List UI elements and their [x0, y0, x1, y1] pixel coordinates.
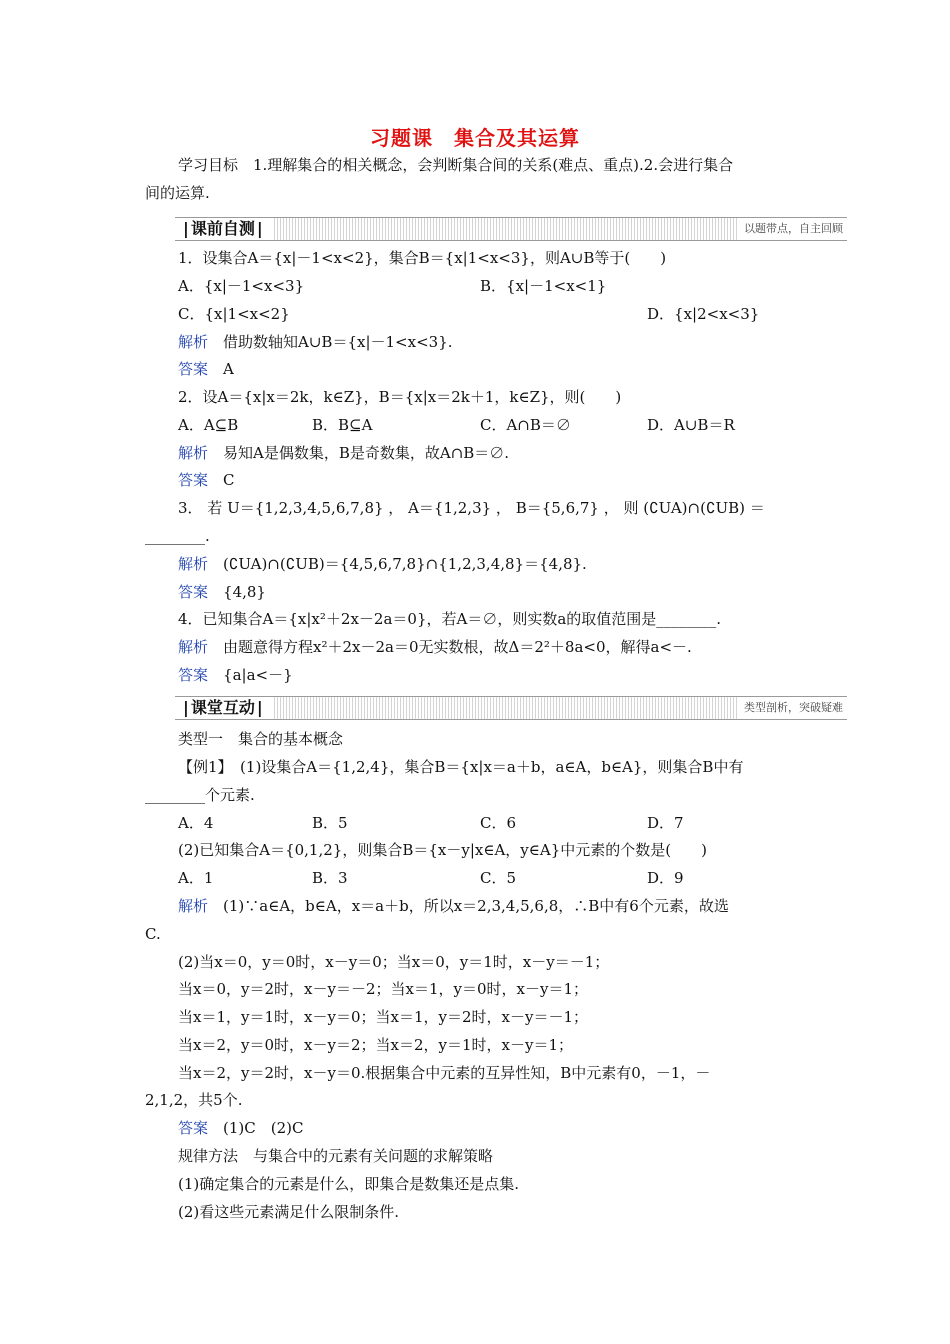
solution-label: 解析 — [178, 638, 209, 656]
q1-option-a: A．{x|－1<x<3} — [178, 277, 305, 295]
ex1-solution-line-4: 当x＝1，y＝1时，x－y＝0；当x＝1，y＝2时，x－y＝－1； — [178, 1008, 588, 1026]
q2-option-b: B．B⊆A — [312, 416, 373, 434]
answer-label: 答案 — [178, 583, 209, 601]
ex1-p2-option-a: A．1 — [178, 869, 214, 887]
ex1-answer — [178, 1118, 303, 1138]
question-1: 1．设集合A＝{x|－1<x<2}，集合B＝{x|1<x<3}，则A∪B等于( ) — [178, 249, 667, 267]
answer-text: (1)C (2)C — [223, 1119, 304, 1137]
solution-text: 借助数轴知A∪B＝{x|－1<x<3}. — [223, 333, 453, 351]
solution-text: 易知A是偶数集，B是奇数集，故A∩B＝∅. — [223, 444, 510, 462]
ex1-solution-line-5: 当x＝2，y＝0时，x－y＝2；当x＝2，y＝1时，x－y＝1； — [178, 1036, 573, 1054]
ex1-p1-option-c: C．6 — [480, 814, 517, 832]
q2-solution — [178, 443, 509, 463]
ex1-solution-line-3: 当x＝0，y＝2时，x－y＝－2；当x＝1，y＝0时，x－y＝1； — [178, 980, 588, 998]
answer-text: C — [223, 471, 235, 489]
q3-solution — [178, 554, 587, 574]
solution-label: 解析 — [178, 444, 209, 462]
solution-label: 解析 — [178, 333, 209, 351]
q1-option-b: B．{x|－1<x<1} — [480, 277, 607, 295]
ex1-p2-option-b: B．3 — [312, 869, 348, 887]
q2-answer — [178, 470, 235, 490]
question-4: 4．已知集合A＝{x|x²＋2x－2a＝0}，若A＝∅，则实数a的取值范围是________. — [178, 610, 722, 628]
answer-text: {a|a<－} — [223, 666, 293, 684]
section-subtitle: 类型剖析，突破疑难 — [738, 697, 847, 719]
section-label: | 课堂互动 | — [175, 697, 273, 719]
answer-label: 答案 — [178, 1119, 209, 1137]
q1-option-c: C．{x|1<x<2} — [178, 305, 290, 323]
ex1-p1-option-a: A．4 — [178, 814, 214, 832]
q2-option-a: A．A⊆B — [178, 416, 239, 434]
solution-text: (∁UA)∩(∁UB)＝{4,5,6,7,8}∩{1,2,3,4,8}＝{4,8}. — [223, 555, 587, 573]
learning-objectives: 学习目标 1.理解集合的相关概念，会判断集合间的关系(难点、重点).2.会进行集合 — [178, 156, 734, 174]
answer-text: A — [223, 360, 234, 378]
answer-text: {4,8} — [223, 583, 266, 601]
ex1-p1-option-b: B．5 — [312, 814, 348, 832]
type-heading: 类型一 集合的基本概念 — [178, 730, 344, 748]
section-label: | 课前自测 | — [175, 218, 273, 240]
method-point-2: (2)看这些元素满足什么限制条件. — [178, 1203, 400, 1221]
section-subtitle: 以题带点，自主回顾 — [738, 218, 847, 240]
method-point-1: (1)确定集合的元素是什么，即集合是数集还是点集. — [178, 1175, 520, 1193]
example-1-part-1-cont: ________个元素. — [145, 786, 255, 804]
q3-answer — [178, 582, 266, 602]
ex1-p2-option-d: D．9 — [647, 869, 684, 887]
section-banner-class-interaction — [175, 696, 847, 720]
answer-label: 答案 — [178, 666, 209, 684]
example-1-part-1: 【例1】 (1)设集合A＝{1,2,4}，集合B＝{x|x＝a＋b，a∈A，b∈A}，则集合B中有 — [178, 758, 744, 776]
example-1-part-2: (2)已知集合A＝{0,1,2}，则集合B＝{x－y|x∈A，y∈A}中元素的个数是( ) — [178, 841, 707, 859]
solution-text: (1)∵a∈A，b∈A，x＝a＋b，所以x＝2,3,4,5,6,8，∴B中有6个元素，故选 — [223, 897, 729, 915]
ex1-p2-option-c: C．5 — [480, 869, 517, 887]
ex1-solution-line-2: (2)当x＝0，y＝0时，x－y＝0；当x＝0，y＝1时，x－y＝－1； — [178, 953, 610, 971]
page-title: 习题课 集合及其运算 — [370, 126, 580, 150]
method-title: 规律方法 与集合中的元素有关问题的求解策略 — [178, 1147, 494, 1165]
q2-option-c: C．A∩B＝∅ — [480, 416, 571, 434]
q4-answer — [178, 665, 293, 685]
answer-label: 答案 — [178, 360, 209, 378]
q1-option-d: D．{x|2<x<3} — [647, 305, 760, 323]
section-banner-pre-test — [175, 217, 847, 241]
question-3: 3． 若 U＝{1,2,3,4,5,6,7,8} ， A＝{1,2,3} ， B＝{5,6,7} ， 则 (∁UA)∩(∁UB) ＝ — [178, 499, 765, 517]
q2-option-d: D．A∪B＝R — [647, 416, 735, 434]
solution-text: 由题意得方程x²＋2x－2a＝0无实数根，故Δ＝2²＋8a<0，解得a<－. — [223, 638, 692, 656]
question-2: 2．设A＝{x|x＝2k，k∈Z}，B＝{x|x＝2k＋1，k∈Z}，则( ) — [178, 388, 622, 406]
ex1-solution-line-1-cont: C. — [145, 925, 161, 943]
solution-label: 解析 — [178, 555, 209, 573]
q1-answer — [178, 359, 234, 379]
q4-solution — [178, 637, 692, 657]
learning-objectives-cont: 间的运算. — [145, 184, 210, 202]
question-3-cont: ________. — [145, 527, 210, 545]
ex1-solution-line-6: 当x＝2，y＝2时，x－y＝0.根据集合中元素的互异性知，B中元素有0，－1，－ — [178, 1064, 711, 1082]
ex1-solution-line-6-cont: 2,1,2，共5个. — [145, 1091, 243, 1109]
ex1-solution-line-1 — [178, 896, 729, 916]
ex1-p1-option-d: D．7 — [647, 814, 684, 832]
answer-label: 答案 — [178, 471, 209, 489]
q1-solution — [178, 332, 453, 352]
solution-label: 解析 — [178, 897, 209, 915]
